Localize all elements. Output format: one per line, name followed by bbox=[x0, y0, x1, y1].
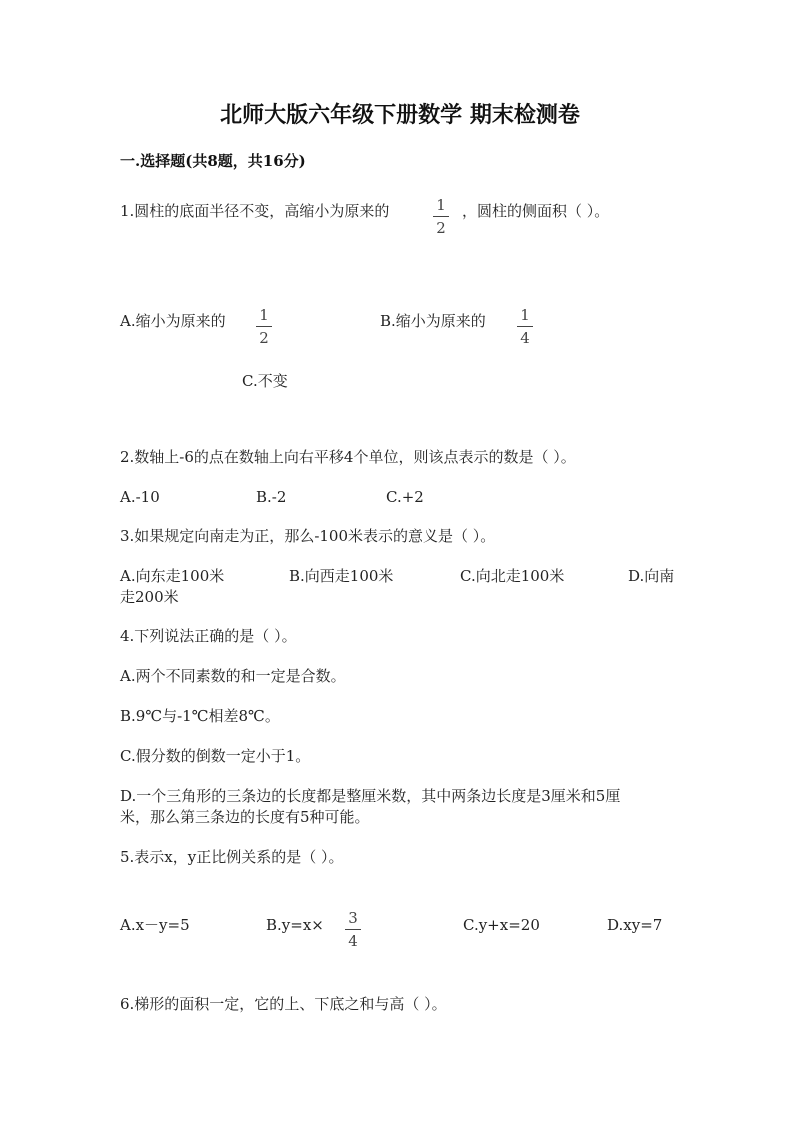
option-d: D.xy=7 bbox=[607, 916, 663, 934]
option-b: B.9℃与-1℃相差8℃。 bbox=[120, 707, 280, 725]
option-d: D.向南 bbox=[628, 567, 675, 585]
option-c: C.y+x=20 bbox=[463, 916, 540, 934]
fraction-numerator: 3 bbox=[348, 909, 358, 927]
fraction-denominator: 4 bbox=[348, 932, 358, 950]
option-b: B.缩小为原来的 bbox=[380, 312, 486, 330]
question-2-text: 2.数轴上-6的点在数轴上向右平移4个单位，则该点表示的数是（ ）。 bbox=[120, 448, 576, 466]
question-5-text: 5.表示x，y正比例关系的是（ ）。 bbox=[120, 848, 344, 866]
option-c: C.假分数的倒数一定小于1。 bbox=[120, 747, 311, 765]
question-1-fraction bbox=[433, 196, 449, 237]
question-6-text: 6.梯形的面积一定，它的上、下底之和与高（ ）。 bbox=[120, 995, 447, 1013]
fraction-bar bbox=[433, 216, 449, 217]
fraction-numerator: 1 bbox=[259, 306, 269, 324]
option-b: B.-2 bbox=[256, 488, 287, 506]
option-b-fraction bbox=[517, 306, 533, 347]
fraction-denominator: 4 bbox=[520, 329, 530, 347]
fraction-numerator: 1 bbox=[520, 306, 530, 324]
question-1-text: 1.圆柱的底面半径不变，高缩小为原来的 bbox=[120, 202, 390, 220]
fraction-denominator: 2 bbox=[436, 219, 446, 237]
option-a: A.x－y=5 bbox=[120, 916, 190, 934]
option-b-fraction bbox=[345, 909, 361, 950]
option-a: A.-10 bbox=[120, 488, 160, 506]
section-heading: 一.选择题(共8题，共16分) bbox=[120, 152, 306, 170]
option-d-continued: 米，那么第三条边的长度有5种可能。 bbox=[120, 808, 370, 826]
option-a-fraction bbox=[256, 306, 272, 347]
question-4-text: 4.下列说法正确的是（ ）。 bbox=[120, 627, 297, 645]
option-a: A.两个不同素数的和一定是合数。 bbox=[120, 667, 346, 685]
option-d: D.一个三角形的三条边的长度都是整厘米数，其中两条边长度是3厘米和5厘 bbox=[120, 787, 621, 805]
option-d-continued: 走200米 bbox=[120, 588, 179, 606]
option-b: B.y=x× bbox=[266, 916, 324, 934]
fraction-bar bbox=[517, 326, 533, 327]
option-c: C.+2 bbox=[386, 488, 424, 506]
option-c: C.向北走100米 bbox=[460, 567, 565, 585]
fraction-bar bbox=[256, 326, 272, 327]
option-b: B.向西走100米 bbox=[289, 567, 394, 585]
option-a: A.向东走100米 bbox=[120, 567, 225, 585]
page-title: 北师大版六年级下册数学 期末检测卷 bbox=[220, 102, 580, 128]
question-3-text: 3.如果规定向南走为正，那么-100米表示的意义是（ ）。 bbox=[120, 527, 496, 545]
fraction-numerator: 1 bbox=[436, 196, 446, 214]
option-c: C.不变 bbox=[242, 372, 288, 390]
option-a: A.缩小为原来的 bbox=[120, 312, 226, 330]
fraction-bar bbox=[345, 929, 361, 930]
question-1-text-end: ，圆柱的侧面积（ ）。 bbox=[462, 202, 610, 220]
fraction-denominator: 2 bbox=[259, 329, 269, 347]
